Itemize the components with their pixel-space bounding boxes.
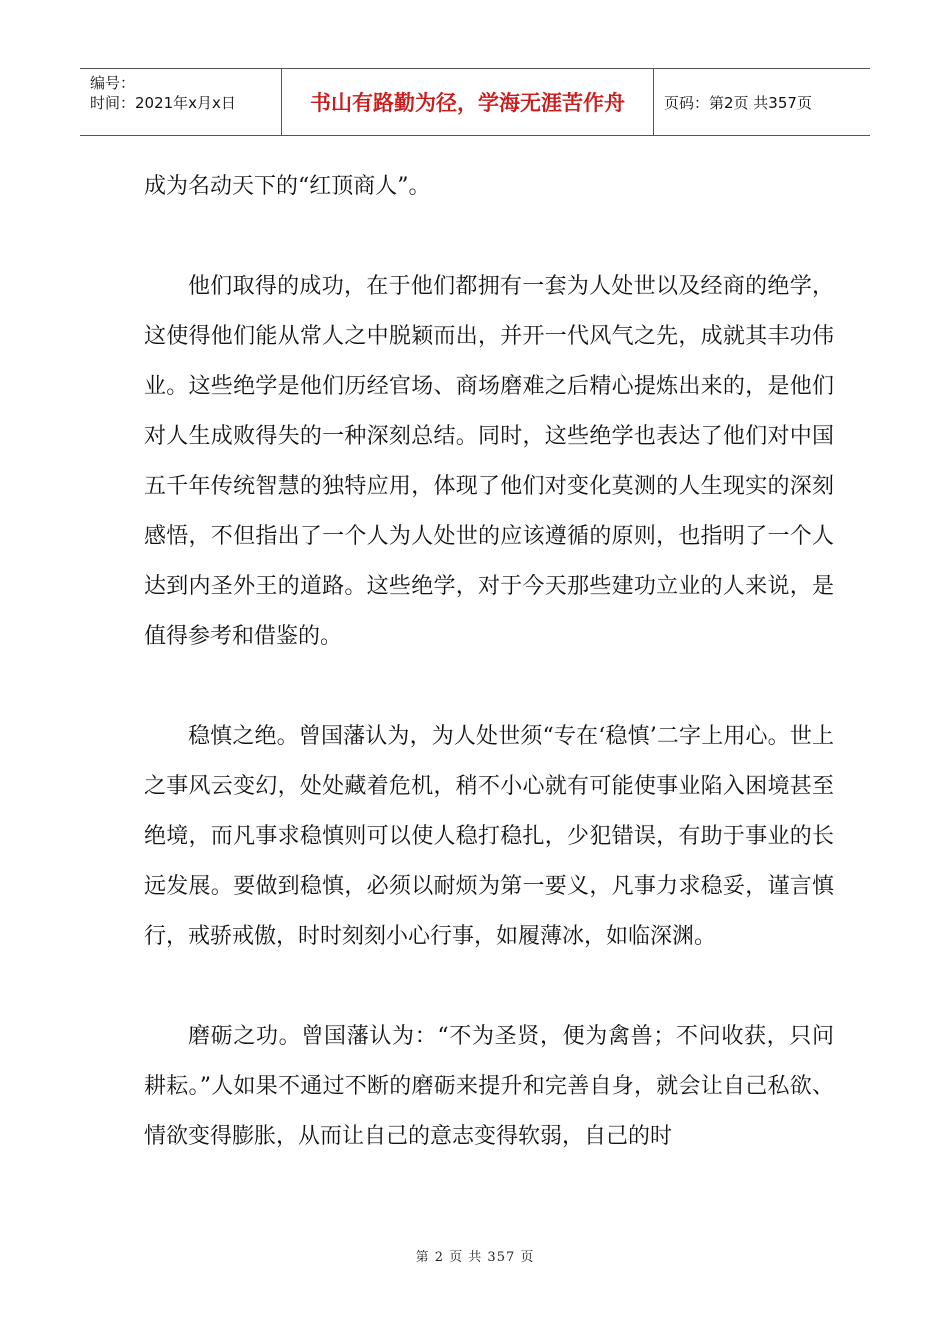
header-page-info: 页码：第2页 共357页	[664, 93, 812, 112]
paragraph-gap	[144, 962, 834, 1012]
document-header	[80, 68, 870, 136]
paragraph-3: 稳慎之绝。曾国藩认为，为人处世须“专在‘稳慎’二字上用心。世上之事风云变幻，处处藏着危机，稍不小心就有可能使事业陷入困境甚至绝境，而凡事求稳慎则可以使人稳打稳扎，少犯错误，有助于事业的长远发展。要做到稳慎，必须以耐烦为第一要义，凡事力求稳妥，谨言慎行，戒骄戒傲，时时刻刻小心行事，如履薄冰，如临深渊。	[144, 724, 834, 949]
page-footer: 第 2 页 共 357 页	[415, 1250, 535, 1265]
header-meta	[80, 69, 282, 135]
paragraph-2: 他们取得的成功，在于他们都拥有一套为人处世以及经商的绝学，这使得他们能从常人之中脱颖而出，并开一代风气之先，成就其丰功伟业。这些绝学是他们历经官场、商场磨难之后精心提炼出来的，是他们对人生成败得失的一种深刻总结。同时，这些绝学也表达了他们对中国五千年传统智慧的独特应用，体现了他们对变化莫测的人生现实的深刻感悟，不但指出了一个人为人处世的应该遵循的原则，也指明了一个人达到内圣外王的道路。这些绝学，对于今天那些建功立业的人来说，是值得参考和借鉴的。	[144, 274, 834, 649]
date-label: 时间：2021年x月x日	[90, 94, 236, 112]
paragraph-gap	[144, 212, 834, 262]
paragraph-4: 磨砺之功。曾国藩认为：“不为圣贤，便为禽兽；不问收获，只问耕耘。”人如果不通过不断的磨砺来提升和完善自身，就会让自己私欲、情欲变得膨胀，从而让自己的意志变得软弱，自己的时	[144, 1024, 834, 1149]
paragraph-gap	[144, 662, 834, 712]
header-motto: 书山有路勤为径，学海无涯苦作舟	[282, 69, 654, 135]
number-label: 编号：	[90, 74, 136, 92]
document-body	[144, 162, 834, 1162]
paragraph-1: 成为名动天下的“红顶商人”。	[144, 174, 431, 199]
